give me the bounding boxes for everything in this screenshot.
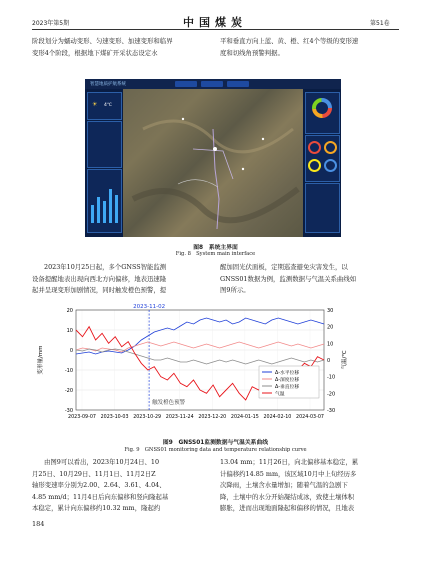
legend-label: 气温 (275, 392, 285, 397)
bottom-left-column (32, 457, 210, 515)
text-line: 降，土壤中的水分开始凝结成冰，致使土壤体积 (220, 492, 355, 501)
legend-label: Δ-水平位移 (275, 371, 300, 376)
bottom-right-column (220, 457, 398, 515)
figure9-caption-en: Fig. 9 GNSS01 monitoring data and temperature relationship curve (124, 447, 307, 453)
text-line: GNSS01数据为例，监测数据与气温关系曲线如 (220, 274, 357, 283)
warning-ring-icon (324, 159, 337, 172)
text-line: 由图9可以看出，2023年10月24日、10 (44, 458, 160, 466)
y-right-tick-label: -30 (327, 408, 336, 414)
middle-right-column (220, 262, 398, 297)
x-tick-label: 2023-12-20 (198, 415, 227, 420)
y-left-tick-label: -30 (64, 408, 73, 414)
text-line: 平和垂直方向上蓝、黄、橙、红4个等级的变形速 (220, 37, 359, 45)
x-tick-label: 2024-02-10 (263, 415, 292, 420)
page-number: 184 (32, 520, 45, 528)
x-tick-label: 2023-10-29 (133, 415, 162, 420)
y-right-tick-label: -10 (327, 374, 336, 381)
text-line: 次降雨，土壤含水量增加；随着气温的急剧下 (220, 481, 348, 490)
y-left-tick-label: 0 (69, 348, 73, 354)
system-main-interface-figure (85, 79, 341, 237)
x-tick-label: 2024-03-07 (296, 415, 324, 420)
donut-chart (311, 97, 333, 119)
figure9-caption-cn: 图9 GNSS01监测数据与气温关系曲线 (162, 440, 269, 446)
left-panel (85, 89, 123, 237)
system-tab[interactable] (201, 81, 223, 87)
system-top-bar (85, 79, 341, 89)
text-line: 醒加固光伏面板，定期巡查避免灾害发生，以 (220, 263, 348, 271)
gnss01-chart (32, 300, 399, 428)
text-line: 计偏移约14.85 mm，该区域10月中上旬经历多 (220, 469, 357, 478)
y-right-tick-label: 20 (327, 324, 334, 331)
middle-left-column (32, 262, 210, 297)
system-title: 智慧地质护航系统 (90, 82, 126, 87)
x-ticks (68, 414, 324, 420)
sun-icon: ☀ (92, 101, 98, 108)
map-overlay (123, 89, 303, 237)
legend-label: Δ-垂直位移 (275, 385, 300, 390)
warning-ring-icon (308, 159, 321, 172)
header-rule (32, 29, 399, 30)
journal-issue: 2023年第5期 (32, 20, 70, 27)
top-right-column (220, 36, 398, 59)
stats-panel (305, 183, 340, 233)
mini-bar-chart (89, 175, 119, 225)
journal-title: 中国煤炭 (183, 16, 247, 29)
figure8-caption-cn: 图8 系统主界面 (193, 245, 238, 251)
text-line: 本稳定，累计向东偏移约10.32 mm，隆起约 (32, 504, 161, 513)
x-tick-label: 2023-11-24 (165, 415, 194, 420)
series-line-vertical (76, 349, 324, 364)
journal-volume: 第51卷 (370, 20, 390, 27)
weather-temperature: 4℃ (104, 103, 112, 108)
warning-ring-icon (324, 141, 337, 154)
y-right-tick-label: 30 (327, 308, 334, 314)
satellite-map (123, 89, 303, 237)
text-line: 13.04 mm；11月26日，向北偏移基本稳定，累 (220, 458, 359, 466)
text-line: 2023年10月25日起，多个GNSS智能监测 (44, 263, 167, 271)
text-line: 起并呈现变形加剧情况，同时触发橙色预警，提 (32, 286, 167, 295)
chart-legend (259, 366, 319, 398)
figure8-caption-en: Fig. 8 System main interface (175, 251, 256, 257)
text-line: 轴形变速率分别为2.00、2.64、3.61、4.04、 (32, 481, 166, 490)
annotation-text: 触发橙色预警 (152, 400, 186, 406)
y-left-tick-label: -10 (64, 368, 73, 374)
annotation-date: 2023-11-02 (133, 304, 166, 310)
y-right-label: 气温/℃ (342, 350, 348, 370)
y-right-ticks (327, 308, 335, 414)
y-right-tick-label: 10 (327, 341, 334, 348)
system-tab[interactable] (227, 81, 249, 87)
y-left-tick-label: -20 (64, 388, 73, 394)
x-tick-label: 2024-01-15 (230, 415, 259, 420)
system-tab[interactable] (175, 81, 197, 87)
device-panel (87, 121, 122, 168)
x-tick-label: 2023-09-07 (68, 415, 96, 420)
y-left-tick-label: 20 (66, 308, 73, 314)
text-line: 变形4个阶段，根据地下煤矿开采状态设定水 (32, 48, 158, 57)
text-line: 图9所示。 (220, 286, 250, 295)
series-line-horizontal (76, 318, 324, 354)
series-line-depth (76, 342, 324, 352)
y-right-tick-label: 0 (327, 358, 331, 364)
text-line: 阶段划分为蠕动变形、匀速变形、加速变形和临界 (32, 37, 173, 45)
top-left-column (32, 36, 210, 59)
text-line: 膨胀，进而出现地面隆起和偏移的情况，且地表 (220, 504, 355, 513)
text-line: 度和切线角预警判据。 (220, 48, 284, 57)
y-left-tick-label: 10 (66, 328, 73, 334)
y-right-tick-label: -20 (327, 391, 336, 398)
y-left-ticks (65, 308, 73, 414)
right-panel (303, 89, 341, 237)
text-line: 4.85 mm/d；11月4日后向东偏移和竖向隆起基 (32, 492, 169, 501)
text-line: 设备提醒地表出现向西北方向偏移，地表迅速隆 (32, 274, 167, 283)
x-tick-label: 2023-10-03 (100, 415, 129, 420)
warning-ring-icon (308, 141, 321, 154)
legend-label: Δ-深度位移 (275, 378, 300, 383)
text-line: 月25日、10月29日、11月1日、11月2日Z (32, 469, 156, 478)
y-left-label: 变形量/mm (38, 345, 44, 375)
